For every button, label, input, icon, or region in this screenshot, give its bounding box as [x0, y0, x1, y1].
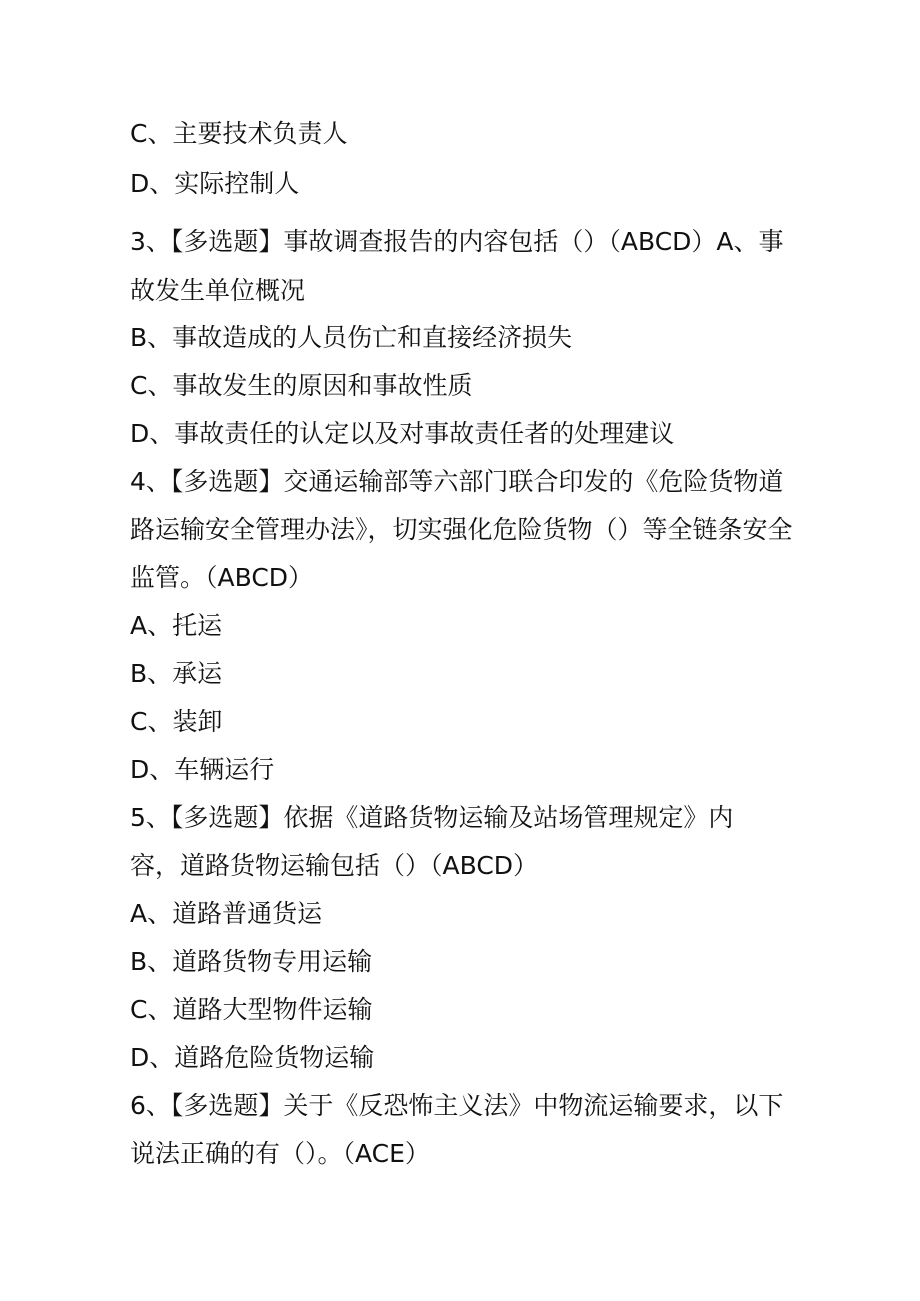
- q5-option-a: A、道路普通货运: [130, 899, 323, 928]
- q4-question-line-1: 4、【多选题】交通运输部等六部门联合印发的《危险货物道: [130, 467, 784, 496]
- q5-question-line-2: 容，道路货物运输包括（）（ABCD）: [130, 851, 539, 880]
- q5-option-d: D、道路危险货物运输: [130, 1043, 375, 1072]
- q6-question-line-1: 6、【多选题】关于《反恐怖主义法》中物流运输要求，以下: [130, 1091, 784, 1120]
- q3-option-c: C、事故发生的原因和事故性质: [130, 371, 473, 400]
- q3-option-b: B、事故造成的人员伤亡和直接经济损失: [130, 323, 573, 352]
- q2-option-d: D、实际控制人: [130, 169, 300, 198]
- q3-question-line-2: 故发生单位概况: [130, 276, 306, 305]
- q4-option-b: B、承运: [130, 659, 223, 688]
- q5-option-c: C、道路大型物件运输: [130, 995, 373, 1024]
- q2-option-c: C、主要技术负责人: [130, 119, 348, 148]
- q5-option-b: B、道路货物专用运输: [130, 947, 373, 976]
- q3-option-d: D、事故责任的认定以及对事故责任者的处理建议: [130, 419, 675, 448]
- q4-option-c: C、装卸: [130, 707, 223, 736]
- q4-option-d: D、车辆运行: [130, 755, 275, 784]
- q3-question-line-1: 3、【多选题】事故调查报告的内容包括（）（ABCD）A、事: [130, 227, 784, 256]
- q4-option-a: A、托运: [130, 611, 223, 640]
- q4-question-line-2: 路运输安全管理办法》，切实强化危险货物（）等全链条安全: [130, 515, 793, 544]
- q6-question-line-2: 说法正确的有（）。（ACE）: [130, 1139, 430, 1168]
- q4-question-line-3: 监管。（ABCD）: [130, 563, 314, 592]
- q5-question-line-1: 5、【多选题】依据《道路货物运输及站场管理规定》内: [130, 803, 734, 832]
